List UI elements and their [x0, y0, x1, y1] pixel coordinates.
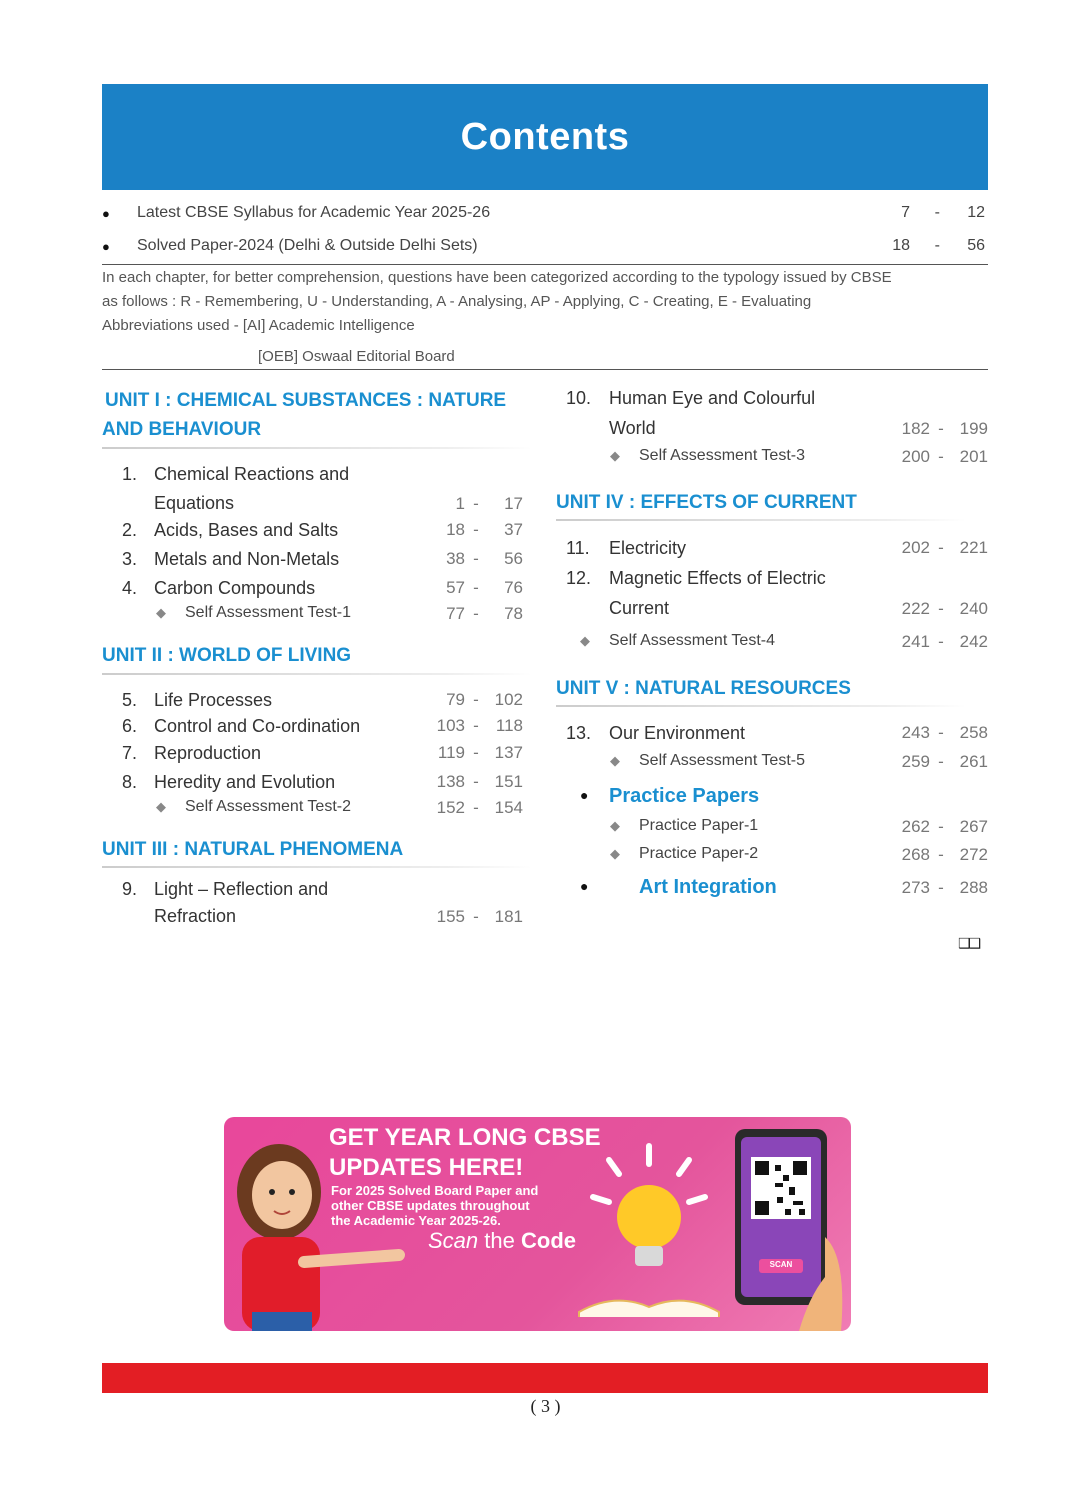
unit-underline — [556, 705, 966, 707]
banner-sub-line-1: For 2025 Solved Board Paper and — [331, 1183, 539, 1198]
chapter-title: Heredity and Evolution — [154, 772, 336, 792]
art-integration-row[interactable] — [580, 876, 988, 902]
chapter-title-line-2: Current — [609, 598, 670, 618]
unit-5-title[interactable]: UNIT V : NATURAL RESOURCES — [556, 678, 851, 699]
chapter-title-line-2: Refraction — [154, 906, 237, 926]
chapter-7[interactable] — [122, 743, 532, 767]
typology-note — [102, 266, 892, 338]
unit-underline — [102, 673, 532, 675]
prelim-row-syllabus[interactable] — [102, 204, 988, 230]
chapter-title-line-1: Magnetic Effects of Electric — [609, 568, 826, 588]
chapter-number: 4. — [122, 578, 138, 598]
chapter-number: 8. — [122, 772, 138, 792]
chapter-pages: 79 - 102 — [446, 690, 523, 709]
end-mark-icon: ❑❑ — [958, 935, 980, 951]
prelim-label: Latest CBSE Syllabus for Academic Year 2025-26 — [137, 204, 491, 221]
diamond-icon: ◆ — [580, 633, 590, 648]
chapter-10[interactable] — [566, 388, 988, 440]
art-integration-title: Art Integration — [639, 876, 777, 898]
chapter-title: Control and Co-ordination — [154, 716, 361, 736]
qr-phone-illustration — [729, 1127, 851, 1331]
chapter-number: 9. — [122, 879, 138, 899]
practice-papers-heading[interactable] — [580, 785, 880, 811]
chapter-pages: 138 - 151 — [436, 772, 523, 791]
self-assessment-test-2[interactable] — [156, 798, 532, 820]
chapter-pages: 18 - 37 — [446, 520, 523, 539]
chapter-4[interactable] — [122, 578, 532, 602]
chapter-pages: 222 - 240 — [901, 599, 988, 618]
page-to: 12 — [967, 204, 985, 221]
diamond-icon: ◆ — [610, 846, 620, 861]
chapter-number: 7. — [122, 743, 138, 763]
chapter-title-line-1: Light – Reflection and — [154, 879, 329, 899]
diamond-icon: ◆ — [156, 799, 166, 814]
paper-title: Practice Paper-2 — [639, 845, 759, 862]
chapter-pages: 57 - 76 — [446, 578, 523, 597]
divider — [102, 369, 988, 370]
page-number: ( 3 ) — [530, 1396, 561, 1416]
cbse-updates-banner[interactable] — [224, 1117, 851, 1331]
paper-pages: 262 - 267 — [901, 817, 988, 836]
footer-bar — [102, 1363, 988, 1393]
chapter-title: Metals and Non-Metals — [154, 549, 340, 569]
self-assessment-test-5[interactable] — [610, 752, 988, 774]
chapter-title: Carbon Compounds — [154, 578, 316, 598]
chapter-number: 5. — [122, 690, 138, 710]
chapter-title-line-1: Human Eye and Colourful — [609, 388, 816, 408]
chapter-number: 11. — [566, 538, 590, 558]
test-title: Self Assessment Test-4 — [609, 632, 775, 649]
chapter-pages: 119 - 137 — [437, 743, 523, 762]
page-dash: - — [934, 204, 940, 221]
banner-heading-line-2: UPDATES HERE! — [329, 1154, 524, 1181]
chapter-number: 12. — [566, 568, 592, 588]
unit-underline — [102, 447, 532, 449]
page-from: 18 — [892, 237, 910, 254]
banner-sub-line-2: other CBSE updates throughout — [331, 1198, 530, 1213]
diamond-icon: ◆ — [610, 818, 620, 833]
scan-button[interactable]: SCAN — [769, 1260, 793, 1269]
chapter-12[interactable] — [566, 568, 988, 620]
bullet-icon: ● — [102, 206, 110, 221]
girl-illustration — [224, 1137, 424, 1331]
diamond-icon: ◆ — [610, 448, 620, 463]
divider — [102, 264, 988, 265]
bullet-icon: ● — [102, 239, 110, 254]
test-title: Self Assessment Test-5 — [639, 752, 805, 769]
chapter-6[interactable] — [122, 716, 532, 740]
chapter-number: 6. — [122, 716, 138, 736]
chapter-1[interactable] — [122, 464, 532, 514]
chapter-title: Reproduction — [154, 743, 262, 763]
paper-pages: 268 - 272 — [901, 845, 988, 864]
practice-paper-1[interactable] — [610, 817, 988, 839]
chapter-number: 13. — [566, 723, 592, 743]
practice-papers-title: Practice Papers — [609, 785, 760, 807]
scan-the-code-text: Scan the Code — [428, 1228, 576, 1253]
page-from: 7 — [901, 204, 910, 221]
unit-underline — [102, 866, 532, 868]
chapter-13[interactable] — [566, 723, 988, 747]
lightbulb-icon — [569, 1142, 729, 1317]
banner-sub-line-3: the Academic Year 2025-26. — [331, 1213, 501, 1228]
contents-header — [102, 84, 988, 190]
chapter-8[interactable] — [122, 772, 532, 796]
unit-2-title[interactable]: UNIT II : WORLD OF LIVING — [102, 645, 352, 666]
chapter-title: Life Processes — [154, 690, 273, 710]
chapter-number: 3. — [122, 549, 138, 569]
unit-4-title[interactable]: UNIT IV : EFFECTS OF CURRENT — [556, 492, 857, 513]
diamond-icon: ◆ — [610, 753, 620, 768]
page-to: 56 — [967, 237, 985, 254]
note-line-1: In each chapter, for better comprehension, questions have been categorized according to the typology issued by CBSE — [102, 269, 892, 286]
test-title: Self Assessment Test-1 — [185, 604, 351, 621]
diamond-icon: ◆ — [156, 605, 166, 620]
note-line-3: Abbreviations used - [AI] Academic Intelligence — [102, 317, 415, 334]
chapter-number: 10. — [566, 388, 592, 408]
chapter-pages: 103 - 118 — [436, 716, 523, 735]
test-pages: 241 - 242 — [901, 632, 988, 651]
page-title: Contents — [460, 115, 630, 158]
bullet-icon: ● — [580, 787, 589, 803]
banner-heading-line-1: GET YEAR LONG CBSE — [329, 1124, 601, 1151]
chapter-number: 2. — [122, 520, 138, 540]
art-integration-pages: 273 - 288 — [901, 878, 988, 897]
chapter-pages: 155 - 181 — [436, 907, 523, 926]
chapter-2[interactable] — [122, 520, 532, 544]
chapter-pages: 202 - 221 — [901, 538, 988, 557]
chapter-pages: 243 - 258 — [901, 723, 988, 742]
chapter-title: Acids, Bases and Salts — [154, 520, 339, 540]
unit-3-title[interactable]: UNIT III : NATURAL PHENOMENA — [102, 839, 404, 860]
unit-1-title-line-2[interactable]: AND BEHAVIOUR — [102, 419, 262, 440]
test-pages: 152 - 154 — [436, 798, 523, 817]
test-pages: 259 - 261 — [901, 752, 988, 771]
chapter-pages: 182 - 199 — [901, 419, 988, 438]
note-line-4: [OEB] Oswaal Editorial Board — [258, 348, 455, 365]
unit-1-title-line-1[interactable]: UNIT I : CHEMICAL SUBSTANCES : NATURE — [105, 390, 507, 411]
self-assessment-test-1[interactable] — [156, 604, 532, 626]
note-line-2: as follows : R - Remembering, U - Understanding, A - Analysing, AP - Applying, C - Creating, E - Evaluating — [102, 293, 812, 310]
test-title: Self Assessment Test-3 — [639, 447, 805, 464]
self-assessment-test-3[interactable] — [610, 447, 988, 469]
chapter-title: Our Environment — [609, 723, 746, 743]
chapter-9[interactable] — [122, 879, 532, 929]
chapter-pages: 38 - 56 — [446, 549, 523, 568]
chapter-11[interactable] — [566, 538, 988, 562]
test-pages: 77 - 78 — [446, 604, 523, 623]
prelim-label: Solved Paper-2024 (Delhi & Outside Delhi Sets) — [137, 237, 478, 254]
unit-underline — [556, 519, 966, 521]
bullet-icon: ● — [580, 878, 589, 894]
paper-title: Practice Paper-1 — [639, 817, 759, 834]
chapter-pages: 1 - 17 — [455, 494, 523, 513]
prelim-row-solved-paper[interactable] — [102, 237, 988, 263]
page-dash: - — [934, 237, 940, 254]
test-pages: 200 - 201 — [901, 447, 988, 466]
chapter-title-line-1: Chemical Reactions and — [154, 464, 350, 484]
chapter-5[interactable] — [122, 690, 532, 714]
test-title: Self Assessment Test-2 — [185, 798, 351, 815]
practice-paper-2[interactable] — [610, 845, 988, 867]
chapter-number: 1. — [122, 464, 138, 484]
chapter-title-line-2: World — [609, 418, 656, 438]
chapter-3[interactable] — [122, 549, 532, 573]
chapter-title: Electricity — [609, 538, 687, 558]
chapter-title-line-2: Equations — [154, 493, 235, 513]
self-assessment-test-4[interactable] — [580, 632, 988, 654]
